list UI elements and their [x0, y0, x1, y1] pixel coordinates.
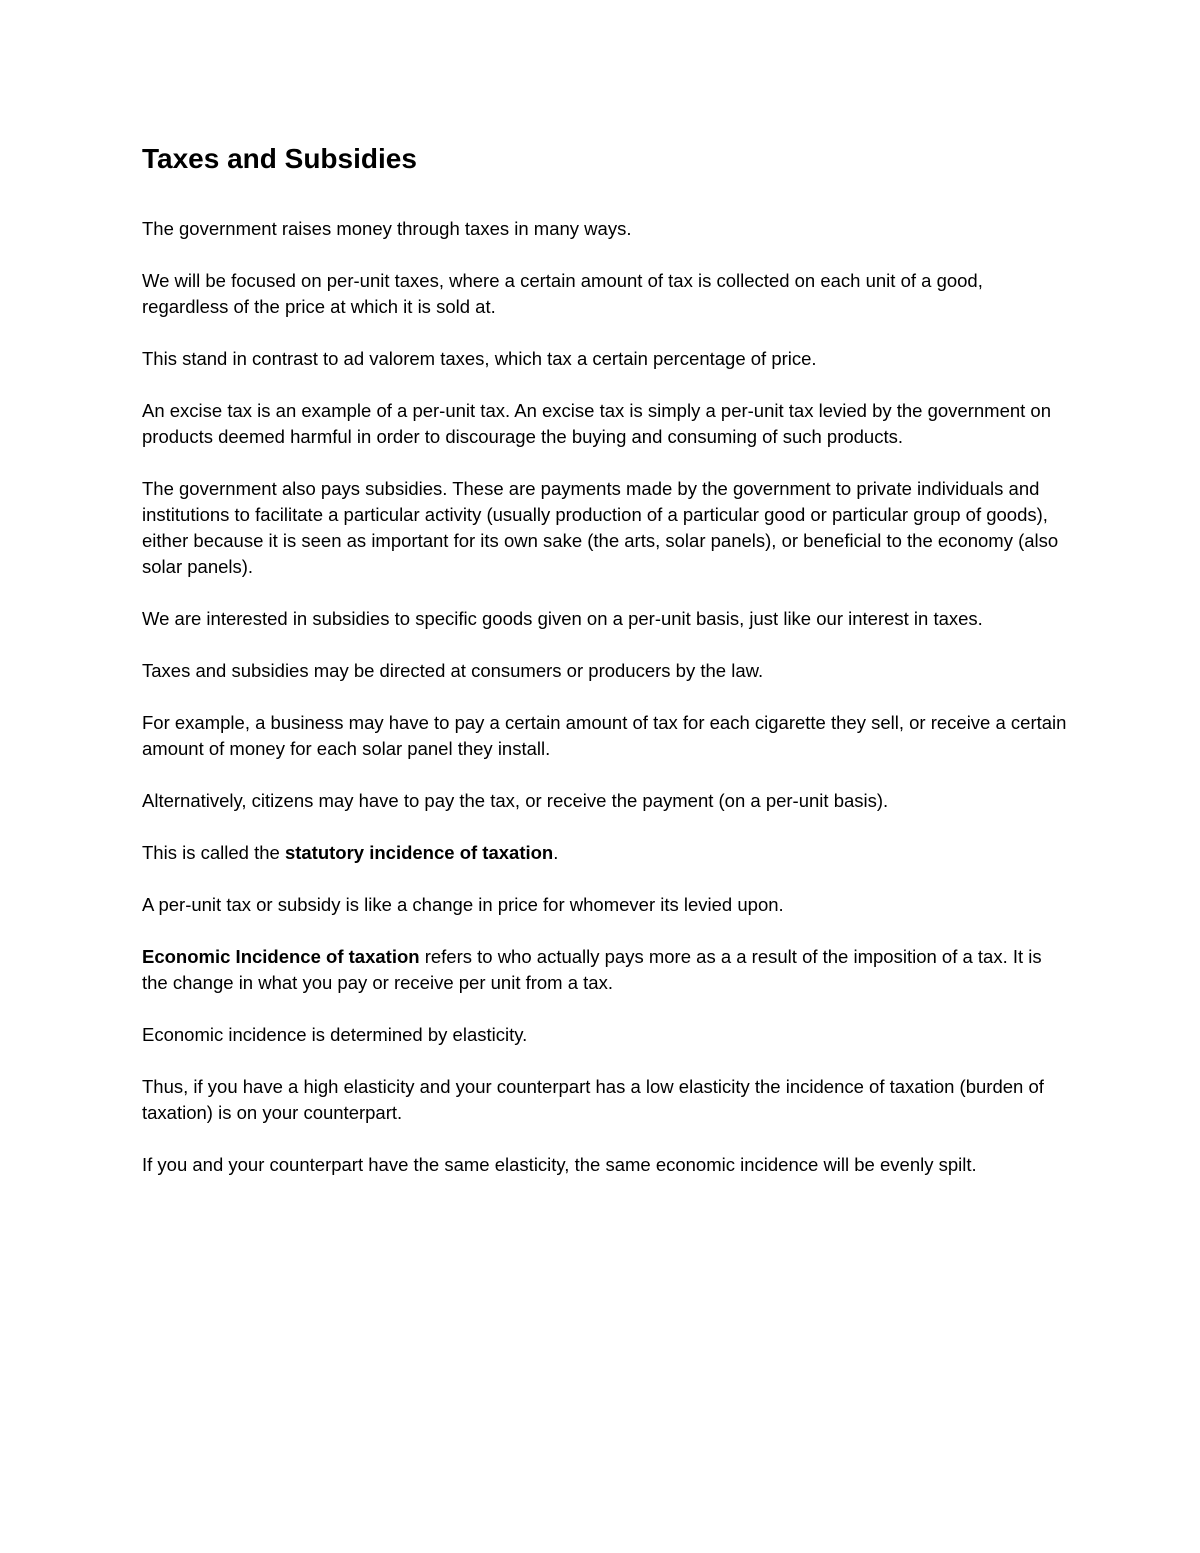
economic-suffix: refers to who actually pays more as a a result of the imposition of a tax. It is the change in what you pay or receive per unit from a tax.	[142, 946, 1042, 993]
document-content	[142, 140, 1072, 1204]
paragraph-excise-tax: An excise tax is an example of a per-unit tax. An excise tax is simply a per-unit tax levied by the government on products deemed harmful in order to discourage the buying and consuming of such products.	[142, 400, 1052, 447]
statutory-incidence-term: statutory incidence of taxation	[284, 842, 554, 863]
statutory-prefix: This is called the	[142, 842, 285, 863]
economic-incidence-term: Economic Incidence of taxation	[142, 946, 420, 967]
document-title: Taxes and Subsidies	[142, 143, 417, 174]
paragraph-ad-valorem: This stand in contrast to ad valorem taxes, which tax a certain percentage of price.	[142, 348, 817, 369]
paragraph-per-unit-subsidies: We are interested in subsidies to specific goods given on a per-unit basis, just like our interest in taxes.	[142, 608, 983, 629]
paragraph-subsidies: The government also pays subsidies. These are payments made by the government to private individuals and institutions to facilitate a particular activity (usually production of a particular good or particular group of goods), either because it is seen as important for its own sake (the arts, solar panels), or beneficial to the economy (also solar panels).	[142, 478, 1059, 577]
paragraph-statutory-incidence	[142, 840, 1072, 866]
paragraph-change-in-price: A per-unit tax or subsidy is like a change in price for whomever its levied upon.	[142, 894, 784, 915]
paragraph-elasticity: Economic incidence is determined by elasticity.	[142, 1024, 528, 1045]
paragraph-high-elasticity: Thus, if you have a high elasticity and your counterpart has a low elasticity the incidence of taxation (burden of taxation) is on your counterpart.	[142, 1076, 1044, 1123]
paragraph-per-unit-taxes: We will be focused on per-unit taxes, where a certain amount of tax is collected on each unit of a good, regardless of the price at which it is sold at.	[142, 270, 983, 317]
paragraph-business-example: For example, a business may have to pay a certain amount of tax for each cigarette they sell, or receive a certain amount of money for each solar panel they install.	[142, 712, 1067, 759]
document-body	[142, 216, 1072, 1178]
paragraph-citizens: Alternatively, citizens may have to pay the tax, or receive the payment (on a per-unit basis).	[142, 790, 889, 811]
paragraph-directed-at: Taxes and subsidies may be directed at consumers or producers by the law.	[142, 660, 764, 681]
paragraph-economic-incidence	[142, 944, 1072, 996]
paragraph-government-raises-money: The government raises money through taxes in many ways.	[142, 218, 632, 239]
paragraph-same-elasticity: If you and your counterpart have the same elasticity, the same economic incidence will be evenly spilt.	[142, 1154, 977, 1175]
statutory-suffix: .	[553, 842, 559, 863]
